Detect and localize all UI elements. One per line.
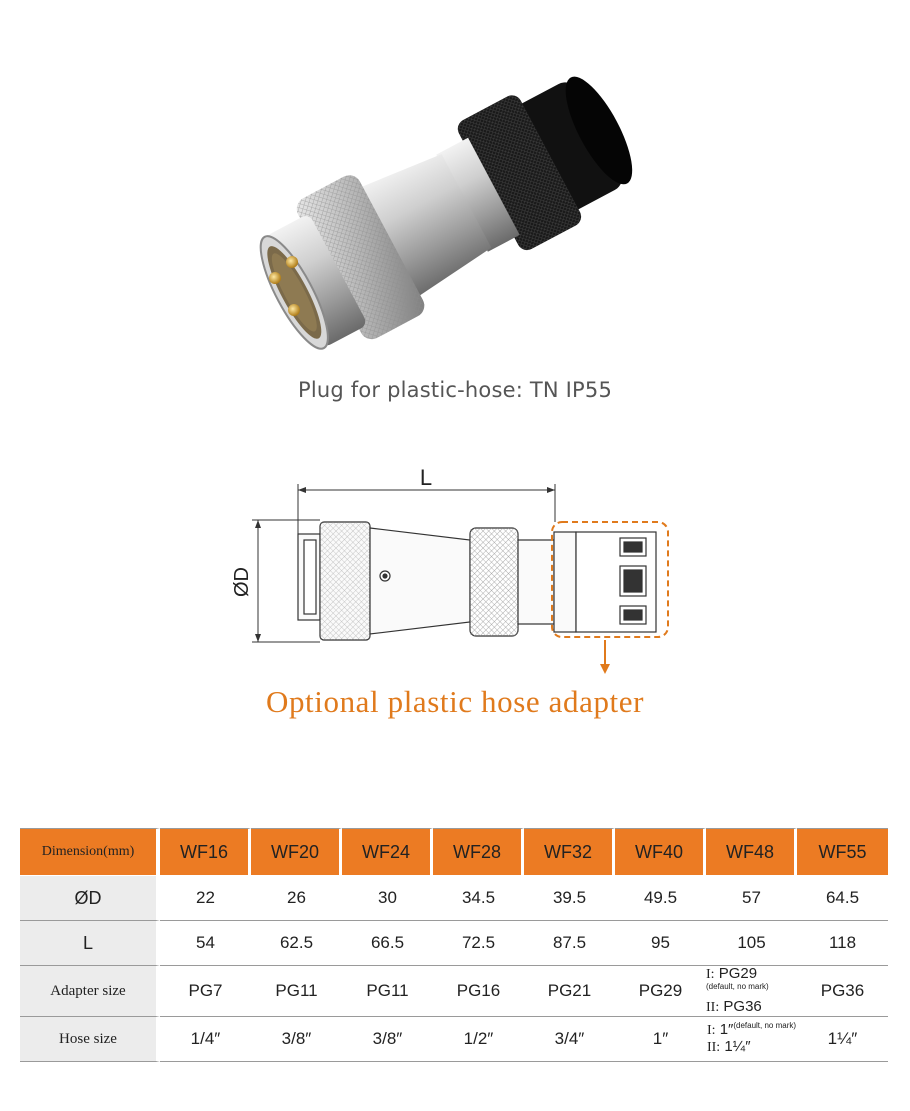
model-header: WF28 bbox=[433, 828, 524, 876]
table-cell: PG29 bbox=[615, 966, 706, 1017]
optional-adapter-label: Optional plastic hose adapter bbox=[265, 684, 645, 719]
table-cell: 34.5 bbox=[433, 876, 524, 921]
model-header: WF16 bbox=[160, 828, 251, 876]
model-header: WF24 bbox=[342, 828, 433, 876]
model-header: WF48 bbox=[706, 828, 797, 876]
model-header: WF32 bbox=[524, 828, 615, 876]
table-cell: PG7 bbox=[160, 966, 251, 1017]
product-caption: Plug for plastic-hose: TN IP55 bbox=[297, 378, 613, 402]
model-header: WF55 bbox=[797, 828, 888, 876]
table-cell: 1/4″ bbox=[160, 1017, 251, 1062]
table-cell: 22 bbox=[160, 876, 251, 921]
table-cell bbox=[706, 1017, 797, 1062]
table-cell: 39.5 bbox=[524, 876, 615, 921]
table-cell: 64.5 bbox=[797, 876, 888, 921]
table-cell: PG11 bbox=[251, 966, 342, 1017]
table-cell: 118 bbox=[797, 921, 888, 966]
table-cell: 105 bbox=[706, 921, 797, 966]
table-cell: 95 bbox=[615, 921, 706, 966]
table-row-hose bbox=[20, 1017, 888, 1062]
table-cell: 54 bbox=[160, 921, 251, 966]
table-cell: 1/2″ bbox=[433, 1017, 524, 1062]
table-cell: 3/8″ bbox=[251, 1017, 342, 1062]
dimension-drawing bbox=[220, 460, 690, 680]
dimension-table bbox=[20, 828, 888, 1062]
diameter-label: ØD bbox=[231, 567, 253, 597]
hose-options: I: 1″$^{(default, no mark)}$ II: 1¼″ bbox=[706, 1021, 797, 1055]
table-cell: 62.5 bbox=[251, 921, 342, 966]
table-cell: PG36 bbox=[797, 966, 888, 1017]
table-cell: 1¼″ bbox=[797, 1017, 888, 1062]
row-label: Hose size bbox=[20, 1017, 160, 1062]
table-cell: PG16 bbox=[433, 966, 524, 1017]
table-cell: PG11 bbox=[342, 966, 433, 1017]
length-label: L bbox=[419, 465, 433, 490]
adapter-options: I: $PG29^{(default, no mark)}$ II: PG36 bbox=[706, 965, 769, 1015]
table-cell: 30 bbox=[342, 876, 433, 921]
table-cell: 72.5 bbox=[433, 921, 524, 966]
model-header: WF20 bbox=[251, 828, 342, 876]
row-label: ØD bbox=[20, 876, 160, 921]
table-row-adapter bbox=[20, 966, 888, 1017]
row-label: Adapter size bbox=[20, 966, 160, 1017]
table-header-row bbox=[20, 828, 888, 876]
table-cell: 66.5 bbox=[342, 921, 433, 966]
table-cell: 57 bbox=[706, 876, 797, 921]
product-photo bbox=[220, 50, 700, 370]
table-cell: 1″ bbox=[615, 1017, 706, 1062]
table-cell bbox=[706, 966, 797, 1017]
table-cell: 87.5 bbox=[524, 921, 615, 966]
table-cell: 49.5 bbox=[615, 876, 706, 921]
row-label: L bbox=[20, 921, 160, 966]
table-cell: 3/8″ bbox=[342, 1017, 433, 1062]
table-cell: 3/4″ bbox=[524, 1017, 615, 1062]
model-header: WF40 bbox=[615, 828, 706, 876]
dimension-header: Dimension(mm) bbox=[20, 828, 160, 876]
table-cell: 26 bbox=[251, 876, 342, 921]
table-row-diameter bbox=[20, 876, 888, 921]
table-row-length bbox=[20, 921, 888, 966]
table-cell: PG21 bbox=[524, 966, 615, 1017]
